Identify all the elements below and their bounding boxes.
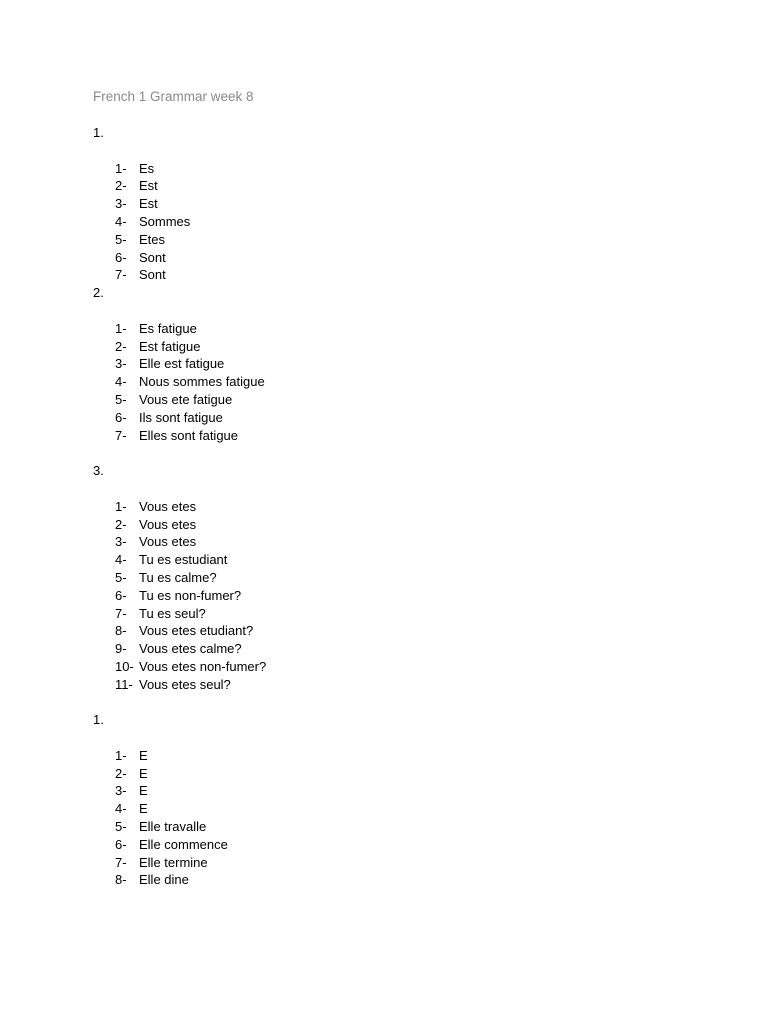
item-text: Tu es seul? <box>139 605 206 621</box>
item-number: 2- <box>115 178 127 194</box>
item-number: 6- <box>115 249 127 265</box>
list-item <box>93 640 733 658</box>
list-item <box>93 765 733 783</box>
list-item <box>93 782 733 800</box>
list-item <box>93 498 733 516</box>
spacer <box>93 694 733 712</box>
list-item <box>93 516 733 534</box>
list-item <box>93 533 733 551</box>
item-number: 4- <box>115 552 127 568</box>
list-item <box>93 195 733 213</box>
item-text: Es fatigue <box>139 320 197 336</box>
item-text: Sont <box>139 249 166 265</box>
item-text: Vous etes etudiant? <box>139 623 254 639</box>
item-text: E <box>139 801 148 817</box>
item-text: Elle commence <box>139 836 228 852</box>
spacer <box>93 729 733 747</box>
list-item <box>93 747 733 765</box>
item-number: 6- <box>115 836 127 852</box>
item-number: 4- <box>115 801 127 817</box>
list-item <box>93 622 733 640</box>
list-item <box>93 409 733 427</box>
item-text: Vous etes non-fumer? <box>139 658 267 674</box>
item-number: 7- <box>115 427 127 443</box>
item-text: Vous etes calme? <box>139 641 242 657</box>
item-number: 2- <box>115 516 127 532</box>
list-item <box>93 871 733 889</box>
list-item <box>93 818 733 836</box>
item-number: 4- <box>115 374 127 390</box>
list-item <box>93 854 733 872</box>
item-text: Nous sommes fatigue <box>139 374 265 390</box>
item-text: Tu es non-fumer? <box>139 587 242 603</box>
list-item <box>93 231 733 249</box>
list-item <box>93 391 733 409</box>
item-number: 7- <box>115 854 127 870</box>
item-number: 10- <box>115 658 134 674</box>
item-number: 2- <box>115 338 127 354</box>
item-number: 6- <box>115 587 127 603</box>
item-number: 11- <box>115 676 133 692</box>
item-number: 1- <box>115 160 127 176</box>
item-number: 2- <box>115 765 127 781</box>
item-number: 7- <box>115 605 127 621</box>
document-page <box>93 88 733 889</box>
list-item <box>93 676 733 694</box>
item-number: 5- <box>115 231 127 247</box>
item-number: 6- <box>115 409 127 425</box>
spacer <box>93 444 733 462</box>
answer-list <box>93 747 733 889</box>
item-number: 1- <box>115 747 127 763</box>
section-number: 3. <box>93 463 104 479</box>
item-number: 3- <box>115 783 127 799</box>
item-text: Sommes <box>139 213 191 229</box>
list-item <box>93 800 733 818</box>
list-item <box>93 177 733 195</box>
spacer <box>93 302 733 320</box>
item-text: Vous etes <box>139 498 197 514</box>
answer-list <box>93 160 733 285</box>
item-text: Elle est fatigue <box>139 356 225 372</box>
list-item <box>93 355 733 373</box>
item-text: Etes <box>139 231 166 247</box>
item-text: Elle travalle <box>139 819 207 835</box>
item-text: Elles sont fatigue <box>139 427 239 443</box>
spacer <box>93 142 733 160</box>
item-text: Elle termine <box>139 854 208 870</box>
item-text: Sont <box>139 267 166 283</box>
item-text: Tu es estudiant <box>139 552 228 568</box>
item-text: Vous etes <box>139 534 197 550</box>
item-number: 5- <box>115 569 127 585</box>
item-text: Vous etes <box>139 516 197 532</box>
item-number: 3- <box>115 356 127 372</box>
item-text: E <box>139 747 148 763</box>
item-number: 9- <box>115 641 127 657</box>
item-number: 4- <box>115 213 127 229</box>
answer-list <box>93 498 733 694</box>
list-item <box>93 569 733 587</box>
list-item <box>93 658 733 676</box>
item-text: Vous ete fatigue <box>139 391 233 407</box>
item-number: 8- <box>115 623 127 639</box>
document-title: French 1 Grammar week 8 <box>93 89 254 104</box>
item-text: Est <box>139 196 158 212</box>
item-number: 5- <box>115 819 127 835</box>
list-item <box>93 266 733 284</box>
spacer <box>93 480 733 498</box>
item-number: 1- <box>115 320 127 336</box>
item-number: 5- <box>115 391 127 407</box>
item-text: Vous etes seul? <box>139 676 231 692</box>
list-item <box>93 605 733 623</box>
list-item <box>93 249 733 267</box>
section-number: 2. <box>93 285 104 301</box>
item-text: Tu es calme? <box>139 569 217 585</box>
item-text: Est <box>139 178 158 194</box>
item-number: 3- <box>115 196 127 212</box>
list-item <box>93 836 733 854</box>
list-item <box>93 338 733 356</box>
item-number: 7- <box>115 267 127 283</box>
item-text: E <box>139 783 148 799</box>
item-text: E <box>139 765 148 781</box>
list-item <box>93 427 733 445</box>
list-item <box>93 320 733 338</box>
item-number: 8- <box>115 872 127 888</box>
item-text: Elle dine <box>139 872 189 888</box>
item-text: Est fatigue <box>139 338 201 354</box>
item-number: 3- <box>115 534 127 550</box>
section-number: 1. <box>93 125 104 140</box>
list-item <box>93 160 733 178</box>
item-text: Es <box>139 160 155 176</box>
list-item <box>93 587 733 605</box>
item-number: 1- <box>115 498 127 514</box>
section-number: 1. <box>93 712 104 728</box>
item-text: Ils sont fatigue <box>139 409 223 425</box>
list-item <box>93 373 733 391</box>
list-item <box>93 213 733 231</box>
answer-list <box>93 320 733 445</box>
list-item <box>93 551 733 569</box>
